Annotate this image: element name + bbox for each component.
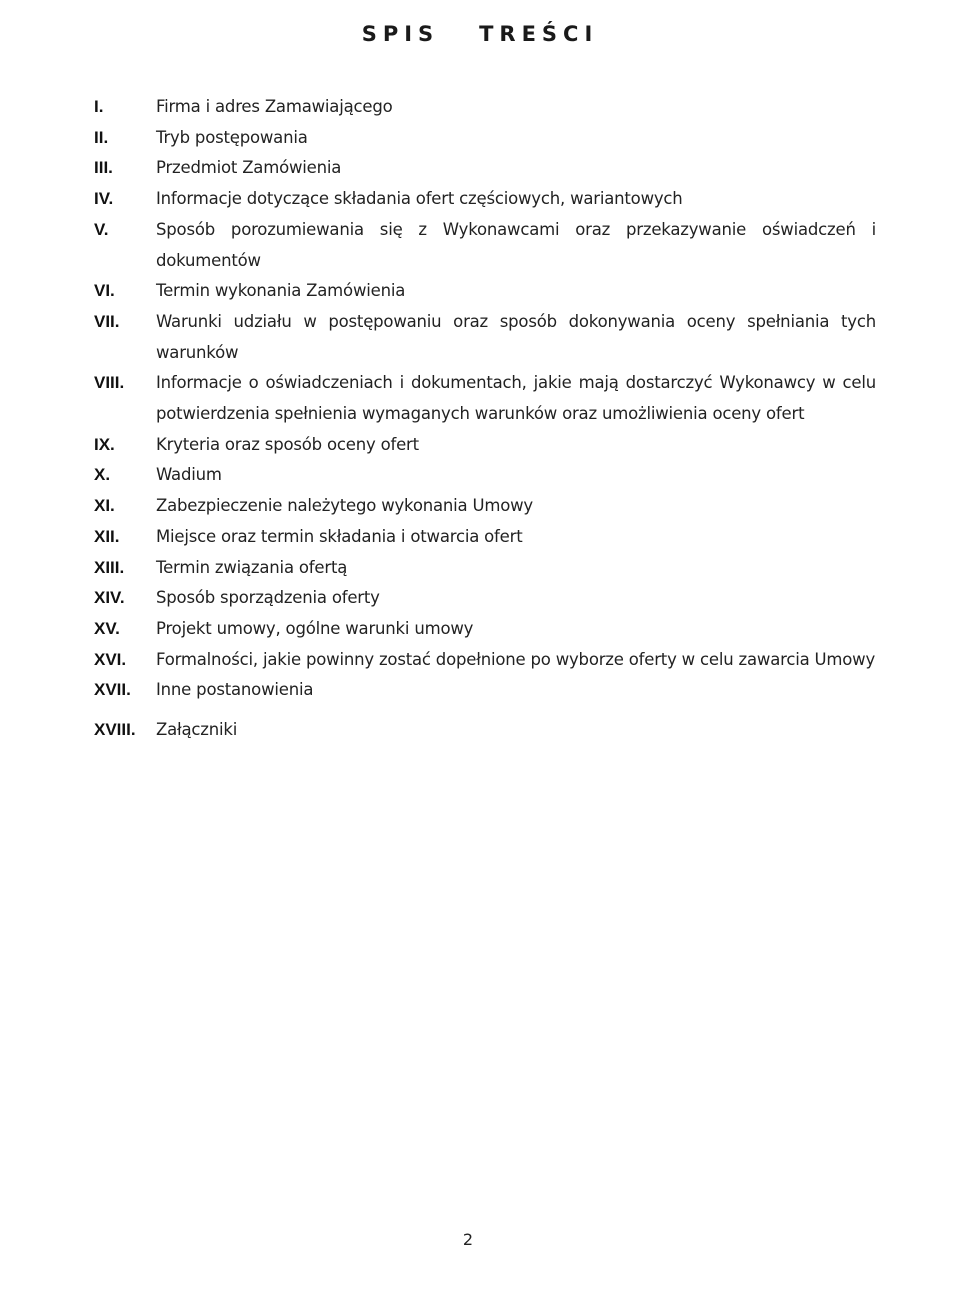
toc-number: II. (94, 127, 109, 147)
toc-entry (94, 430, 876, 461)
toc-entry (94, 460, 876, 491)
toc-title: Miejsce oraz termin składania i otwarcia ofert (156, 526, 523, 546)
toc-number: IV. (94, 189, 114, 209)
toc-title: Warunki udziału w postępowaniu oraz sposób dokonywania oceny spełniania tych warunków (156, 311, 876, 362)
toc-title: Przedmiot Zamówienia (156, 158, 342, 178)
toc-title: Sposób sporządzenia oferty (156, 588, 380, 608)
toc-entry (94, 522, 876, 553)
toc-title: Tryb postępowania (156, 127, 308, 147)
page-number: 2 (462, 1230, 474, 1249)
toc-number: XIII. (94, 557, 125, 577)
toc-number: XVII. (94, 680, 131, 700)
toc-number: XV. (94, 618, 120, 638)
toc-title: Sposób porozumiewania się z Wykonawcami oraz przekazywanie oświadczeń i dokumentów (156, 219, 876, 270)
toc-title: Kryteria oraz sposób oceny ofert (156, 434, 419, 454)
toc-number: XII. (94, 526, 120, 546)
toc-number: XVI. (94, 649, 127, 669)
toc-number: VII. (94, 311, 120, 331)
toc-number: IX. (94, 434, 115, 454)
toc-title: Inne postanowienia (156, 680, 314, 700)
toc-entry (94, 184, 876, 215)
toc-title: Termin wykonania Zamówienia (156, 281, 406, 301)
toc-number: VI. (94, 281, 115, 301)
toc-entry (94, 368, 876, 429)
toc-entry (94, 307, 876, 368)
toc-entry (94, 583, 876, 614)
toc-title: Firma i adres Zamawiającego (156, 97, 393, 116)
toc-entry (94, 215, 876, 276)
toc-entry (94, 276, 876, 307)
toc-title: Informacje dotyczące składania ofert częściowych, wariantowych (156, 189, 683, 209)
toc-entry (94, 645, 876, 676)
toc-entry (94, 675, 876, 706)
toc-number: VIII. (94, 373, 125, 393)
toc-entry (94, 491, 876, 522)
toc-entry (94, 553, 876, 584)
toc-number: XIV. (94, 588, 125, 608)
toc-number: XI. (94, 496, 115, 516)
toc-entry (94, 614, 876, 645)
toc-number: XVIII. (94, 720, 136, 740)
toc-title: Wadium (156, 465, 222, 485)
toc-number: V. (94, 219, 109, 239)
toc-title: Termin związania ofertą (156, 557, 348, 577)
toc-title: Formalności, jakie powinny zostać dopełnione po wyborze oferty w celu zawarcia Umowy (156, 649, 876, 669)
page-title: SPIS TREŚCI (361, 22, 599, 46)
toc-entry (94, 153, 876, 184)
toc-entry (94, 123, 876, 154)
table-of-contents (94, 92, 876, 746)
toc-title: Informacje o oświadczeniach i dokumentach, jakie mają dostarczyć Wykonawcy w celu potwierdzenia spełnienia wymaganych warunków oraz umożliwienia oceny ofert (156, 373, 876, 424)
toc-title: Zabezpieczenie należytego wykonania Umowy (156, 496, 533, 516)
toc-title: Projekt umowy, ogólne warunki umowy (156, 618, 474, 638)
toc-entry (94, 715, 876, 746)
toc-number: III. (94, 158, 113, 178)
toc-entry (94, 92, 876, 123)
toc-title: Załączniki (156, 720, 238, 740)
toc-number: I. (94, 97, 104, 116)
toc-number: X. (94, 465, 111, 485)
